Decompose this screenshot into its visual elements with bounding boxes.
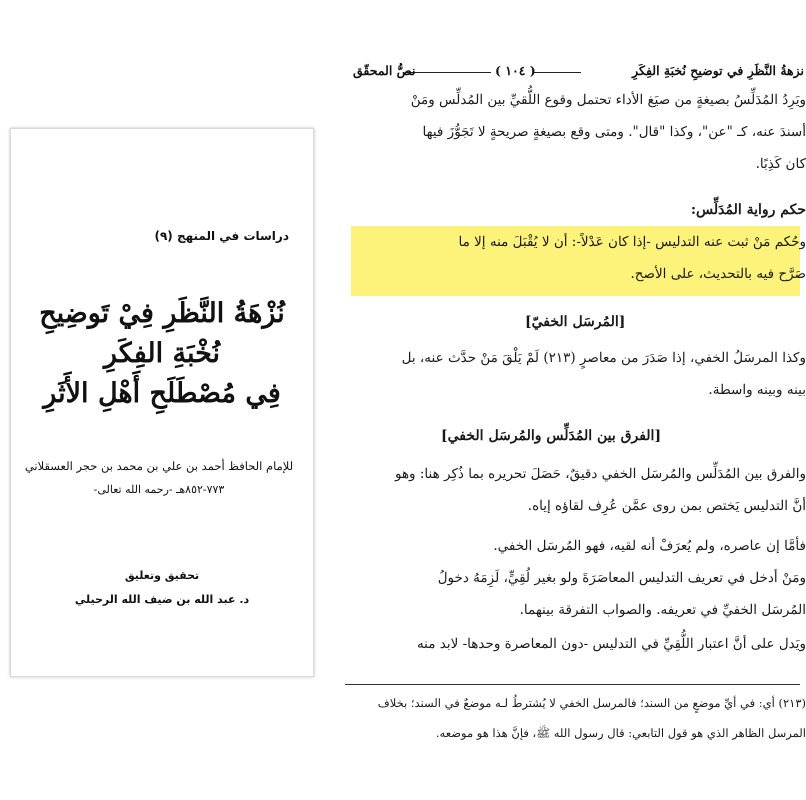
- text-line: ومَنْ أدخل في تعريف التدليس المعاصَرَةَ ولو بغير لُقِيٍّ، لَزِمَهُ دخولُ: [437, 570, 806, 586]
- text-line: وكذا المرسَلُ الخفي، إذا صَدَرَ من معاصرٍ (٢١٣) لَمْ يَلْقَ مَنْ حدَّث عنه، بل: [401, 350, 806, 366]
- running-title: نزهةُ النَّظَرِ في توضيحِ نُخبَةِ الفِكَرِ: [632, 63, 804, 78]
- title-line: نُخْبَةِ الفِكَرِ: [103, 338, 221, 369]
- book-cover: [10, 128, 314, 677]
- header-rule: [405, 72, 491, 73]
- section-heading: [المُرسَل الخفيّ]: [525, 314, 626, 330]
- text-line: ويَدل على أنَّ اعتبار اللُّقِيِّ في التدليس -دون المعاصرة وحدها- لابد منه: [416, 636, 806, 652]
- text-line: أنَّ التدليس يَختص بمن روى عمَّن عُرِف لقاؤه إياه.: [527, 498, 806, 514]
- title-line: فِي مُصْطَلَحِ أَهْلِ الأَثَرِ: [43, 378, 281, 409]
- series-label: دراسات في المنهج (٩): [154, 229, 289, 243]
- text-line: وحُكم مَنْ ثبت عنه التدليس -إذا كان عَدْلاً-: أن لا يُقْبَلَ منه إلا ما: [458, 234, 806, 250]
- book-title: [11, 294, 313, 414]
- footnote-line: المرسل الظاهر الذي هو قول التابعي: قال رسول الله ﷺ، فإنَّ هذا هو موضعه.: [435, 726, 806, 740]
- footnote-line: (٢١٣) أي: في أيِّ موضعٍ من السند؛ فالمرسل الخفي لا يُشترطُ لـه موضعٌ في السند؛ بخلاف: [377, 696, 806, 710]
- text-line: ويَرِدُ المُدَلِّسُ بصيغةٍ من صيَغ الأداء تحتمل وقوع اللُّقيِّ بين المُدلِّس ومَنْ: [410, 92, 806, 108]
- section-label: نصُّ المحقّق: [353, 63, 416, 78]
- text-line: صَرَّح فيه بالتحديث، على الأصح.: [630, 266, 806, 282]
- text-line: والفرق بين المُدَلِّس والمُرسَل الخفي دقيقٌ، حَصَلَ تحريره بما ذُكِر هنا: وهو: [394, 466, 806, 482]
- page-header: [345, 63, 804, 83]
- text-line: فأمَّا إن عاصره، ولم يُعرَفْ أنه لقيه، فهو المُرسَل الخفي.: [493, 538, 806, 554]
- section-heading: [الفرق بين المُدَلِّس والمُرسَل الخفي]: [441, 428, 662, 444]
- text-line: أسندَ عنه، كـ "عن"، وكذا "قال". ومتى وقع بصيغةٍ صريحةٍ لا تَجَوُّزَ فيها: [422, 124, 806, 140]
- section-heading: حكم رواية المُدَلِّس:: [690, 202, 806, 218]
- text-line: المُرسَل الخفيِّ في تعريفه. والصواب التفرقة بينهما.: [519, 602, 806, 618]
- text-line: كان كَذِبًا.: [755, 156, 806, 172]
- footnote-separator: [345, 684, 800, 685]
- edit-label: تحقيق وتعليق: [124, 569, 200, 582]
- title-line: نُزْهَةُ النَّظَرِ فِيْ تَوضِيحِ: [39, 298, 285, 329]
- page-number: ( ١٠٤ ): [495, 63, 536, 78]
- book-page: [345, 0, 806, 800]
- text-line: بينه وبينه واسطة.: [708, 382, 806, 398]
- author-name: للإمام الحافظ أحمد بن علي بن محمد بن حجر العسقلاني: [24, 459, 294, 473]
- header-rule: [533, 72, 581, 73]
- author-dates: ٧٧٣-٨٥٢هـ -رحمه الله تعالى-: [93, 483, 225, 496]
- editor-name: د. عبد الله بن ضيف الله الرحيلي: [74, 593, 250, 606]
